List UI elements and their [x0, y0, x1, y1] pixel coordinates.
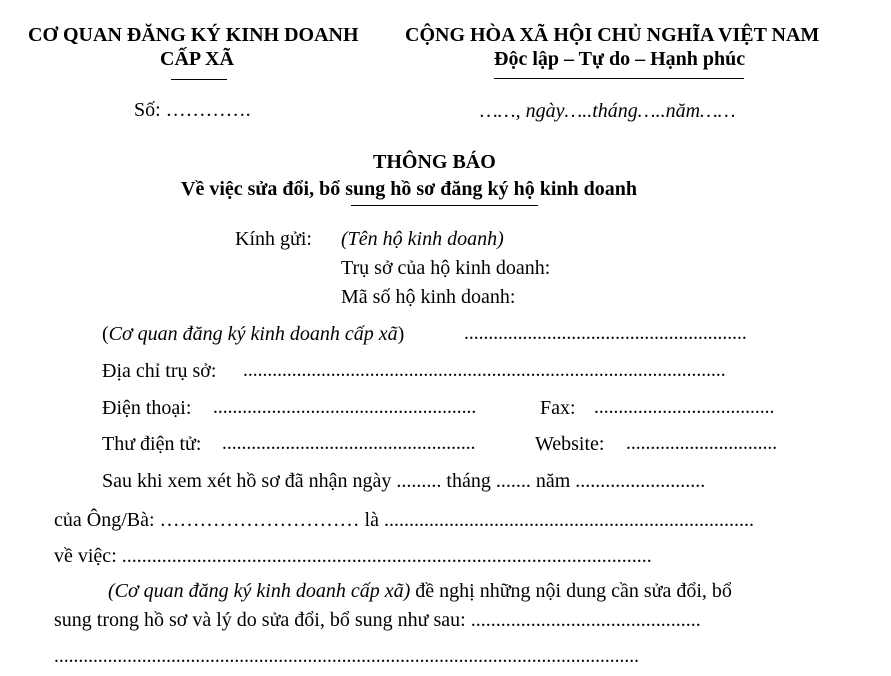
address-field[interactable]: ................................................................................................... — [243, 360, 726, 381]
fax-field[interactable]: ..................................... — [594, 397, 775, 418]
agency-name-field[interactable]: .......................................................... — [464, 323, 747, 344]
subject-line — [54, 545, 652, 568]
phone-field[interactable]: ...................................................... — [213, 397, 477, 418]
applicant-label: của Ông/Bà: — [54, 509, 155, 531]
applicant-line — [54, 509, 754, 532]
recipient-code-label: Mã số hộ kinh doanh: — [341, 286, 516, 308]
email-label: Thư điện tử: — [102, 433, 202, 455]
received-year-label: năm — [535, 470, 571, 492]
subtitle-underline — [351, 205, 538, 206]
applicant-is-label: là — [364, 509, 379, 531]
subject-label: về việc: — [54, 545, 117, 567]
agency-name-placeholder: Cơ quan đăng ký kinh doanh cấp xã — [108, 323, 398, 345]
address-label: Địa chỉ trụ sở: — [102, 360, 217, 382]
received-day-field[interactable]: ......... — [396, 470, 442, 492]
motto-underline — [494, 78, 744, 79]
applicant-name-field[interactable]: ………………………… — [159, 509, 360, 531]
agency-name-line1: CƠ QUAN ĐĂNG KÝ KINH DOANH — [28, 24, 359, 46]
website-field[interactable]: ............................... — [626, 433, 778, 454]
document-number: Số: …………. — [134, 99, 251, 121]
website-label: Website: — [535, 433, 605, 455]
request-paragraph-line2 — [54, 609, 701, 632]
request-details-field[interactable]: .............................................. — [470, 609, 701, 631]
received-date-line — [102, 470, 705, 493]
received-month-label: tháng — [446, 470, 491, 492]
request-paragraph-line1 — [108, 580, 732, 603]
agency-info-line — [102, 323, 404, 346]
recipient-name: (Tên hộ kinh doanh) — [341, 228, 504, 250]
document-title: THÔNG BÁO — [373, 151, 496, 173]
republic-name: CỘNG HÒA XÃ HỘI CHỦ NGHĨA VIỆT NAM — [405, 24, 820, 46]
motto: Độc lập – Tự do – Hạnh phúc — [494, 48, 746, 70]
request-details-continuation[interactable]: ........................................................................................................................ — [54, 646, 639, 667]
recipient-label: Kính gửi: — [235, 228, 312, 250]
agency-paren-close: ) — [397, 323, 405, 345]
applicant-role-field[interactable]: .......................................................................... — [383, 509, 754, 531]
agency-paren-open: ( — [102, 323, 109, 345]
date-line: ……, ngày…..tháng…..năm…… — [480, 100, 736, 122]
request-text: đề nghị những nội dung cần sửa đổi, bổ — [410, 580, 732, 602]
received-text: Sau khi xem xét hồ sơ đã nhận ngày — [102, 470, 392, 492]
email-field[interactable]: .................................................... — [222, 433, 476, 454]
document-subtitle: Về việc sửa đổi, bổ sung hồ sơ đăng ký hộ kinh doanh — [181, 178, 638, 200]
fax-label: Fax: — [540, 397, 576, 419]
recipient-address-label: Trụ sở của hộ kinh doanh: — [341, 257, 551, 279]
received-year-field[interactable]: .......................... — [575, 470, 706, 492]
agency-name-line2: CẤP XÃ — [160, 48, 234, 70]
received-month-field[interactable]: ....... — [495, 470, 531, 492]
phone-label: Điện thoại: — [102, 397, 192, 419]
request-text-2: sung trong hồ sơ và lý do sửa đổi, bổ sung như sau: — [54, 609, 466, 631]
agency-underline — [171, 79, 227, 80]
subject-field[interactable]: .......................................................................................................... — [121, 545, 652, 567]
request-agency-placeholder: (Cơ quan đăng ký kinh doanh cấp xã) — [108, 580, 411, 602]
